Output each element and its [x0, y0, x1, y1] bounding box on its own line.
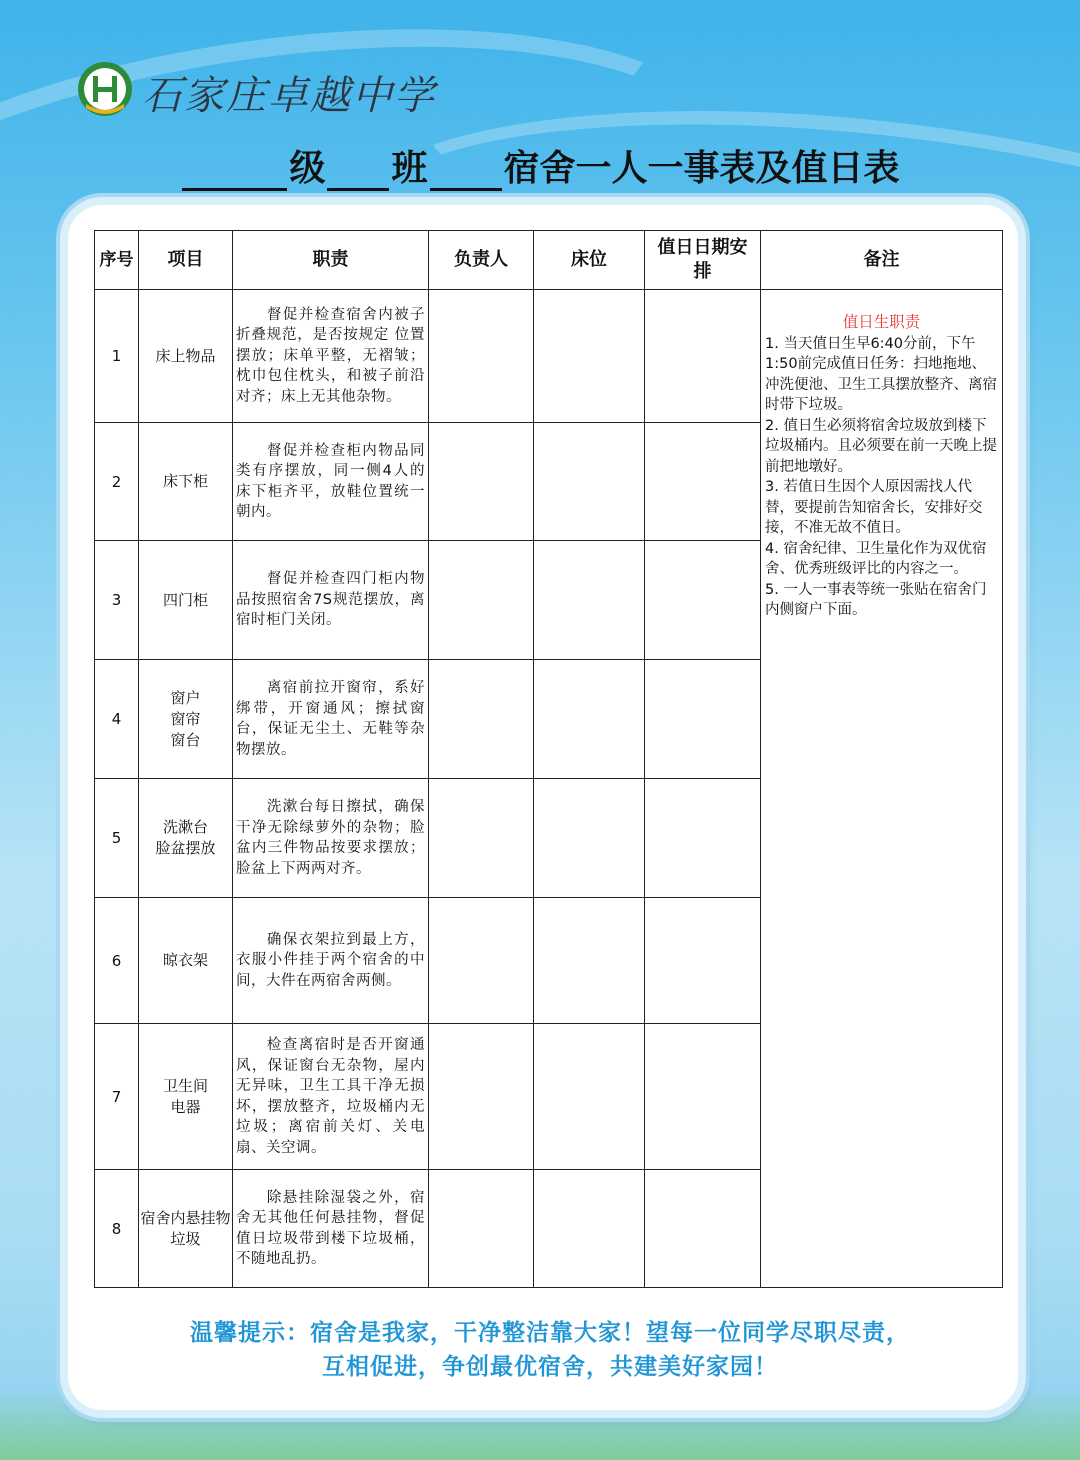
note-item: 5. 一人一事表等统一张贴在宿舍门内侧窗户下面。	[765, 581, 987, 618]
schedule-cell	[645, 541, 761, 660]
schedule-cell	[645, 898, 761, 1024]
row-item-label: 床上物品	[155, 346, 216, 365]
bed-cell	[534, 541, 645, 660]
row-number: 2	[95, 423, 139, 541]
row-number: 5	[95, 779, 139, 898]
row-duty-text: 督促并检查宿舍内被子折叠规范，是否按规定 位置摆放；床单平整，无褶皱；枕巾包住枕头，和被子前沿对齐；床上无其他杂物。	[236, 306, 425, 405]
row-duty-text: 确保衣架拉到最上方，衣服小件挂于两个宿舍的中间，大件在两宿舍两侧。	[236, 931, 425, 989]
row-number: 3	[95, 541, 139, 660]
row-item-label: 窗户 窗帘 窗台	[170, 688, 201, 749]
warm-tip	[100, 1316, 1000, 1384]
schedule-cell	[645, 423, 761, 541]
row-item-label: 晾衣架	[162, 951, 208, 969]
row-duty	[233, 660, 429, 779]
note-item: 2. 值日生必须将宿舍垃圾放到楼下垃圾桶内。且必须要在前一天晚上提前把地墩好。	[765, 417, 997, 475]
column-header-no: 序号	[95, 231, 139, 290]
schedule-cell	[645, 660, 761, 779]
column-header-schedule-label: 值日日期安排	[657, 237, 748, 282]
bed-cell	[534, 1024, 645, 1170]
owner-cell	[429, 1170, 534, 1288]
row-item-label: 洗漱台 脸盆摆放	[155, 818, 216, 857]
schedule-cell	[645, 779, 761, 898]
column-header-duty: 职责	[233, 231, 429, 290]
column-header-item: 项目	[139, 231, 233, 290]
note-item: 1. 当天值日生早6:40分前，下午1:50前完成值日任务：扫地拖地、冲洗便池、卫生工具摆放整齐、离宿时带下垃圾。	[765, 335, 997, 413]
row-number: 8	[95, 1170, 139, 1288]
row-number: 4	[95, 660, 139, 779]
owner-cell	[429, 898, 534, 1024]
owner-cell	[429, 423, 534, 541]
page-title	[0, 140, 1080, 191]
schedule-cell	[645, 1024, 761, 1170]
owner-cell	[429, 660, 534, 779]
row-number: 7	[95, 1024, 139, 1170]
note-item: 4. 宿舍纪律、卫生量化作为双优宿舍、优秀班级评比的内容之一。	[765, 540, 987, 577]
row-item-label: 卫生间 电器	[162, 1076, 208, 1116]
row-duty-text: 离宿前拉开窗帘，系好绑带，开窗通风；擦拭窗台，保证无尘土、无鞋等杂物摆放。	[236, 680, 425, 758]
row-duty	[233, 423, 429, 541]
title-rest: 宿舍一人一事表及值日表	[503, 147, 900, 189]
row-duty	[233, 898, 429, 1024]
row-item	[139, 660, 233, 779]
warm-tip-line: 温馨提示：宿舍是我家，干净整洁靠大家！望每一位同学尽职尽责，	[190, 1320, 910, 1346]
row-duty-text: 督促并检查四门柜内物品按照宿舍7S规范摆放，离宿时柜门关闭。	[236, 571, 425, 629]
bed-cell	[534, 779, 645, 898]
row-item-label: 宿舍内悬挂物 垃圾	[140, 1208, 231, 1248]
table-row	[95, 290, 1003, 423]
owner-cell	[429, 1024, 534, 1170]
school-logo-icon	[76, 60, 134, 118]
row-item-label: 四门柜	[162, 590, 208, 609]
row-duty-text: 检查离宿时是否开窗通风，保证窗台无杂物，屋内无异味，卫生工具干净无损坏，摆放整齐，垃圾桶内无垃圾；离宿前关灯、关电扇、关空调。	[236, 1037, 425, 1156]
school-name: 石家庄卓越中学	[142, 73, 436, 119]
row-duty-text: 督促并检查柜内物品同类有序摆放，同一侧4人的床下柜齐平，放鞋位置统一朝内。	[236, 442, 425, 520]
title-grade: 级	[289, 147, 326, 189]
row-item	[139, 898, 233, 1024]
schedule-cell	[645, 1170, 761, 1288]
column-header-owner: 负责人	[429, 231, 534, 290]
bed-cell	[534, 1170, 645, 1288]
row-duty	[233, 1170, 429, 1288]
column-header-note: 备注	[761, 231, 1003, 290]
row-duty-text: 除悬挂除湿袋之外，宿舍无其他任何悬挂物，督促值日垃圾带到楼下垃圾桶，不随地乱扔。	[236, 1189, 425, 1267]
row-duty-text: 洗漱台每日擦拭，确保干净无除绿萝外的杂物；脸盆内三件物品按要求摆放；脸盆上下两两对齐。	[236, 799, 425, 877]
bed-cell	[534, 898, 645, 1024]
row-item	[139, 779, 233, 898]
row-number: 6	[95, 898, 139, 1024]
duty-table	[94, 230, 1003, 1288]
row-duty	[233, 290, 429, 423]
row-duty	[233, 1024, 429, 1170]
row-item-label: 床下柜	[162, 472, 208, 490]
note-item: 3. 若值日生因个人原因需找人代替，要提前告知宿舍长，安排好交接，不准无故不值日。	[765, 479, 983, 536]
owner-cell	[429, 541, 534, 660]
row-item	[139, 1024, 233, 1170]
title-class: 班	[391, 147, 428, 189]
warm-tip-line: 互相促进，争创最优宿舍，共建美好家园！	[322, 1354, 778, 1380]
owner-cell	[429, 779, 534, 898]
row-number: 1	[95, 290, 139, 423]
column-header-schedule	[645, 231, 761, 290]
row-duty	[233, 779, 429, 898]
column-header-bed: 床位	[534, 231, 645, 290]
row-item	[139, 290, 233, 423]
note-cell	[761, 290, 1003, 1288]
schedule-cell	[645, 290, 761, 423]
bed-cell	[534, 660, 645, 779]
bed-cell	[534, 290, 645, 423]
row-duty	[233, 541, 429, 660]
owner-cell	[429, 290, 534, 423]
row-item	[139, 423, 233, 541]
table-header-row	[95, 231, 1003, 290]
row-item	[139, 541, 233, 660]
bed-cell	[534, 423, 645, 541]
note-title: 值日生职责	[842, 313, 921, 331]
row-item	[139, 1170, 233, 1288]
